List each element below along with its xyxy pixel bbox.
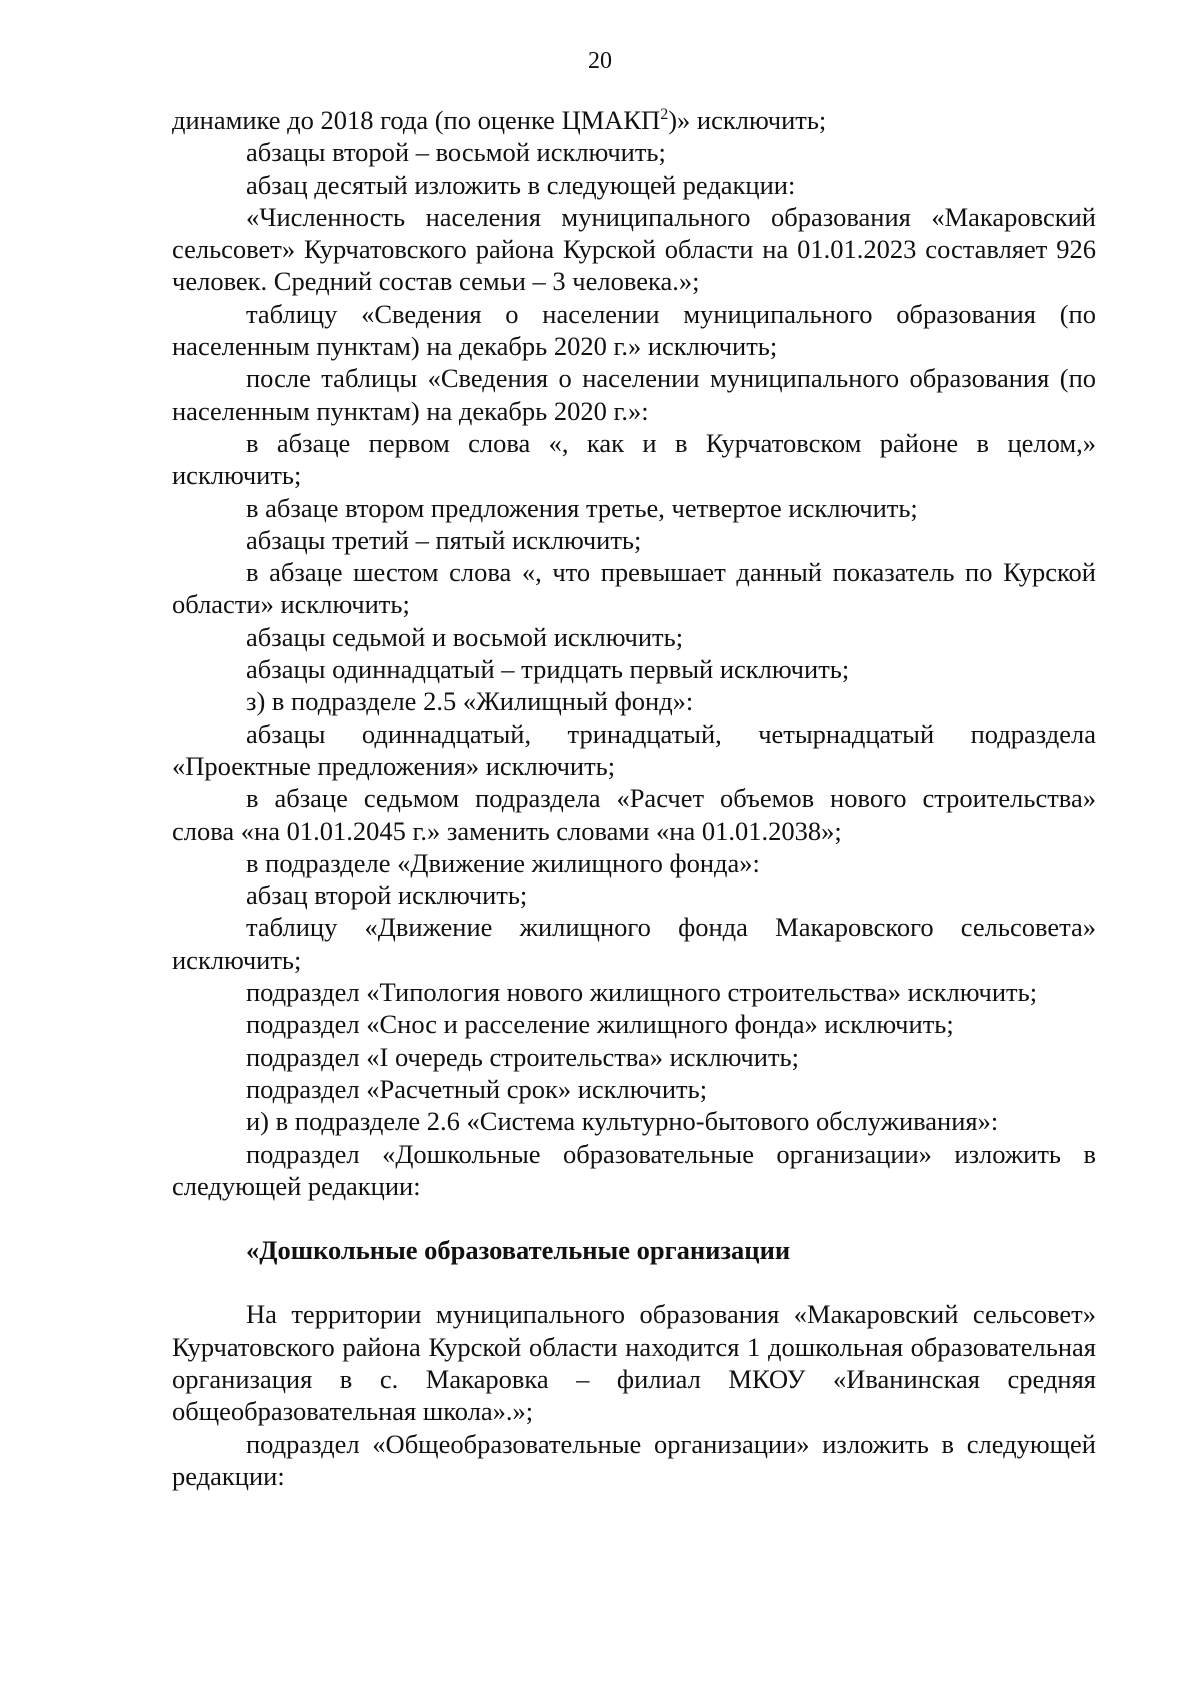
paragraph: абзацы второй – восьмой исключить; bbox=[246, 137, 666, 168]
footnote-marker: 2 bbox=[660, 106, 669, 124]
paragraph-text: динамике до 2018 года (по оценке ЦМАКП bbox=[172, 105, 661, 135]
paragraph: «Численность населения муниципального образования «Макаровский сельсовет» Курчатовского района Курской области на 01.01.2023 составляет 926 человек. Средний состав семьи – 3 человека.»; bbox=[172, 201, 1096, 297]
paragraph: абзацы третий – пятый исключить; bbox=[246, 524, 642, 555]
paragraph: абзацы седьмой и восьмой исключить; bbox=[246, 621, 684, 652]
paragraph: абзац десятый изложить в следующей редакции: bbox=[246, 169, 796, 200]
paragraph: подраздел «Общеобразовательные организации» изложить в следующей редакции: bbox=[172, 1428, 1096, 1491]
paragraph: в подразделе «Движение жилищного фонда»: bbox=[246, 847, 760, 878]
paragraph: подраздел «Типология нового жилищного строительства» исключить; bbox=[246, 977, 1038, 1008]
section-heading: «Дошкольные образовательные организации bbox=[246, 1235, 791, 1266]
paragraph: таблицу «Движение жилищного фонда Макаровского сельсовета» исключить; bbox=[172, 912, 1096, 975]
page-number: 20 bbox=[588, 48, 612, 74]
paragraph-text: )» исключить; bbox=[668, 105, 827, 135]
paragraph: подраздел «I очередь строительства» исключить; bbox=[246, 1041, 799, 1072]
paragraph: в абзаце шестом слова «, что превышает данный показатель по Курской области» исключить; bbox=[172, 557, 1096, 620]
paragraph: после таблицы «Сведения о населении муниципального образования (по населенным пунктам) на декабрь 2020 г.»: bbox=[172, 363, 1096, 426]
paragraph: в абзаце первом слова «, как и в Курчатовском районе в целом,» исключить; bbox=[172, 427, 1096, 491]
paragraph: подраздел «Расчетный срок» исключить; bbox=[246, 1073, 708, 1104]
paragraph: абзацы одиннадцатый, тринадцатый, четырнадцатый подраздела «Проектные предложения» исключить; bbox=[172, 718, 1096, 781]
paragraph: и) в подразделе 2.6 «Система культурно-бытового обслуживания»: bbox=[246, 1106, 999, 1137]
paragraph: з) в подразделе 2.5 «Жилищный фонд»: bbox=[246, 686, 694, 717]
paragraph: в абзаце втором предложения третье, четвертое исключить; bbox=[246, 492, 918, 523]
paragraph: таблицу «Сведения о населении муниципального образования (по населенным пунктам) на декабрь 2020 г.» исключить; bbox=[172, 298, 1096, 362]
paragraph-continuation bbox=[172, 104, 1096, 136]
paragraph: в абзаце седьмом подраздела «Расчет объемов нового строительства» слова «на 01.01.2045 г.» заменить словами «на 01.01.2038»; bbox=[172, 783, 1096, 846]
document-body bbox=[172, 104, 1096, 1492]
paragraph: подраздел «Снос и расселение жилищного фонда» исключить; bbox=[246, 1009, 954, 1040]
paragraph: абзац второй исключить; bbox=[246, 880, 528, 911]
paragraph: На территории муниципального образования «Макаровский сельсовет» Курчатовского района Курской области находится 1 дошкольная образовательная организация в с. Макаровка – филиал МКОУ «Иванинская средняя общеобразовательная школа».»; bbox=[172, 1299, 1096, 1427]
paragraph: абзацы одиннадцатый – тридцать первый исключить; bbox=[246, 654, 850, 685]
paragraph: подраздел «Дошкольные образовательные организации» изложить в следующей редакции: bbox=[172, 1138, 1096, 1201]
